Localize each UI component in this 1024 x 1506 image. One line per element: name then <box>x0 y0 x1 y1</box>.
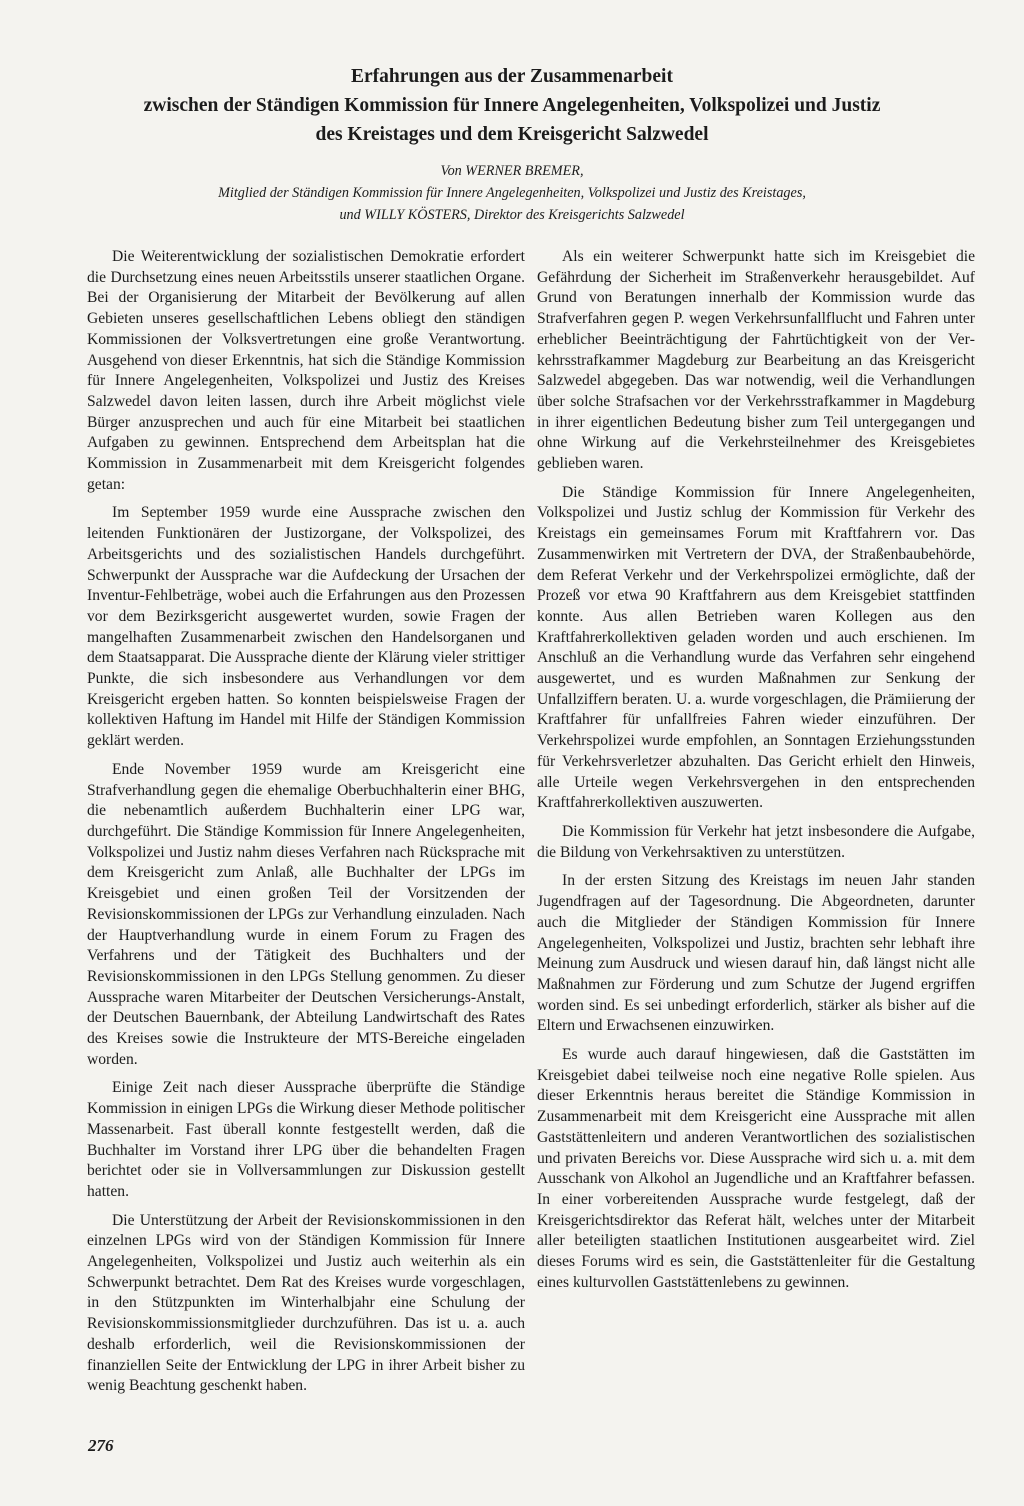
paragraph: Die Kommission für Verkehr hat jetzt insbesondere die Aufgabe, die Bildung von Verkehrsaktiven zu unterstützen. <box>537 822 975 861</box>
byline-line-2: Mitglied der Ständigen Kommission für Innere Angelegenheiten, Volkspolizei und Justiz des Kreistages, <box>218 185 806 201</box>
paragraph: Einige Zeit nach dieser Aussprache überprüfte die Ständige Kommission in einigen LPGs die Wirkung dieser Methode politischer Massenarbeit. Fast überall konnte festgestellt werden, daß die Buchhalter im Vorstand ihrer LPG über die behandelten Fragen berichtet oder sie in Vollversammlungen zur Diskussion gestellt hatten. <box>87 1079 525 1200</box>
paragraph: Die Weiterentwicklung der sozialistischen Demokratie erfordert die Durchsetzung eines neuen Arbeitsstils unserer staatlichen Organe. Bei der Organisierung der Mitarbeit der Bevölkerung auf allen Gebieten unseres gesellschaftlichen Lebens obliegt den ständigen Kommissionen der Volksvertretungen eine große Verantwortung. Ausgehend von dieser Erkenntnis, hat sich die Ständige Kommission für Innere Angelegenheiten, Volkspolizei und Justiz des Kreises Salzwedel davon leiten lassen, durch ihre Arbeit möglichst viele Bürger anzusprechen und auch für eine Mitarbeit bei staatlichen Aufgaben zu gewinnen. Entsprechend dem Arbeitsplan hat die Kommission in Zusammenarbeit mit dem Kreisgericht folgendes getan: <box>87 248 525 493</box>
paragraph: In der ersten Sitzung des Kreistags im neuen Jahr standen Jugendfragen auf der Tagesordnung. Die Abgeordneten, darunter auch die Mitglieder der Ständigen Kommission für Innere Angelegenheiten, Volkspolizei und Justiz, brachten sehr lebhaft ihre Meinung zum Ausdruck und wiesen darauf hin, daß längst nicht alle Maßnahmen zur Förderung und zum Schutze der Jugend ergriffen worden sind. Es sei unbedingt erforderlich, stärker als bisher auf die Eltern und Erwachsenen einzuwirken. <box>537 872 975 1035</box>
paragraph: Als ein weiterer Schwerpunkt hatte sich im Kreisgebiet die Gefährdung der Sicherheit im Straßenverkehr herausgebildet. Auf Grund von Beratungen innerhalb der Kommission wurde das Strafverfahren gegen P. wegen Verkehrsunfallflucht und Fahren unter erheblicher Beeinträchtigung der Fahrtüchtigkeit von der Verkehrsstrafkammer Magdeburg zur Bearbeitung an das Kreisgericht Salzwedel abgegeben. Das war notwendig, weil die Verhandlungen über solche Strafsachen vor der Verkehrsstrafkammer in Magdeburg in ihrer eigentlichen Bedeutung bisher zum Teil untergegangen und ohne Wirkung auf die Verkehrsteilnehmer des Kreisgebietes geblieben waren. <box>537 248 975 473</box>
left-column <box>87 247 525 1405</box>
article-title <box>40 62 984 149</box>
paragraph: Die Ständige Kommission für Innere Angelegenheiten, Volkspolizei und Justiz schlug der Kommission für Verkehr des Kreistags ein gemeinsames Forum mit Kraftfahrern vor. Das Zusammenwirken mit Vertretern der DVA, der Straßenbaubehörde, dem Referat Verkehr und der Verkehrspolizei ermöglichte, daß der Prozeß vor etwa 90 Kraftfahrern aus dem Kreisgebiet stattfinden konnte. Aus allen Betrieben waren Kollegen aus den Kraftfahrerkollektiven geladen worden und auch erschienen. Im Anschluß an die Verhandlung wurde das Verfahren sehr eingehend ausgewertet, und es wurden Maßnahmen zur Senkung der Unfallziffern beraten. U. a. wurde vorgeschlagen, die Prämiierung der Kraftfahrer für unfallfreies Fahren wieder einzuführen. Der Verkehrspolizei wurde empfohlen, an Sonntagen Erziehungsstunden für Verkehrsverletzer abzuhalten. Das Gericht erhielt den Hinweis, alle Urteile wegen Verkehrsvergehen in den entsprechenden Kraftfahrerkollektiven auszuwerten. <box>537 483 975 812</box>
author-byline <box>40 160 984 226</box>
right-column <box>537 247 975 1301</box>
title-line-3: des Kreistages und dem Kreisgericht Salzwedel <box>315 124 709 145</box>
paragraph: Die Unterstützung der Arbeit der Revisionskommissionen in den einzelnen LPGs wird von der Ständigen Kommission für Innere Angelegenheiten, Volkspolizei und Justiz auch weiterhin als ein Schwerpunkt betrachtet. Dem Rat des Kreises wurde vorgeschlagen, in den Stützpunkten im Winterhalbjahr eine Schulung der Revisionskommissionsmitglieder durchzuführen. Das ist u. a. auch deshalb erforderlich, weil die Revisionskommissionen der finanziellen Seite der Entwicklung der LPG in ihrer Arbeit bisher zu wenig Beachtung geschenkt haben. <box>87 1211 525 1395</box>
paragraph: Es wurde auch darauf hingewiesen, daß die Gaststätten im Kreisgebiet dabei teilweise noch eine negative Rolle spielen. Aus dieser Erkenntnis heraus bereitet die Ständige Kommission in Zusammenarbeit mit dem Kreisgericht eine Aussprache mit allen Gaststättenleitern und anderen Verantwortlichen des sozialistischen und privaten Bereichs vor. Diese Aussprache wird sich u. a. mit dem Ausschank von Alkohol an Jugendliche und an Kraftfahrer befassen. In einer vorbereitenden Aussprache wurde festgelegt, daß der Kreisgerichtsdirektor das Referat hält, welches unter der Mitarbeit aller beteiligten staatlichen Institutionen ausgearbeitet wird. Ziel dieses Forums wird es sein, die Gaststättenleiter für die Gestaltung eines kulturvollen Gaststättenlebens zu gewinnen. <box>537 1046 975 1291</box>
paragraph: Ende November 1959 wurde am Kreisgericht eine Strafverhandlung gegen die ehemalige Oberbuchhalterin einer BHG, die nebenamtlich außerdem Buchhalterin einer LPG war, durchgeführt. Die Ständige Kommission für Innere Angelegenheiten, Volkspolizei und Justiz nahm dieses Verfahren nach Rücksprache mit dem Kreisgericht zum Anlaß, alle Buchhalter der LPGs im Kreisgebiet und einen großen Teil der Vorsitzenden der Revisionskommissionen der LPGs zur Verhandlung einzuladen. Nach der Hauptverhandlung wurde in einem Forum zu Fragen des Verfahrens und der Tätigkeit des Buchhalters und der Revisionskommissionen in den LPGs Stellung genommen. Zu dieser Aussprache waren Mitarbeiter der Deutschen Versicherungs-Anstalt, der Deutschen Bauernbank, der Abteilung Landwirtschaft des Rates des Kreises sowie die Instrukteure der MTS-Bereiche eingeladen worden. <box>87 760 525 1068</box>
page-number: 276 <box>88 1436 114 1455</box>
byline-line-1: Von WERNER BREMER, <box>440 163 584 179</box>
byline-line-3: und WILLY KÖSTERS, Direktor des Kreisgerichts Salzwedel <box>339 207 685 223</box>
title-line-2: zwischen der Ständigen Kommission für Innere Angelegenheiten, Volkspolizei und Justiz <box>143 95 881 116</box>
title-line-1: Erfahrungen aus der Zusammenarbeit <box>351 66 673 87</box>
paragraph: Im September 1959 wurde eine Aussprache zwischen den leitenden Funktionären der Justizorgane, der Volkspolizei, des Arbeitsgerichts und des sozialistischen Handels durchgeführt. Schwerpunkt der Aussprache war die Aufdeckung der Ursachen der Inventur-Fehlbeträge, wobei auch die Erfahrungen aus den Prozessen vor dem Bezirksgericht ausgewertet wurden, sowie Fragen der mangelhaften Zusammenarbeit zwischen den Handelsorganen und dem Staatsapparat. Die Aussprache diente der Klärung vieler strittiger Punkte, die sich insbesondere aus Verhandlungen vor dem Kreisgericht ergeben hatten. So konnten beispielsweise Fragen der kollektiven Haftung im Handel mit Hilfe der Ständigen Kommission geklärt werden. <box>87 504 525 750</box>
